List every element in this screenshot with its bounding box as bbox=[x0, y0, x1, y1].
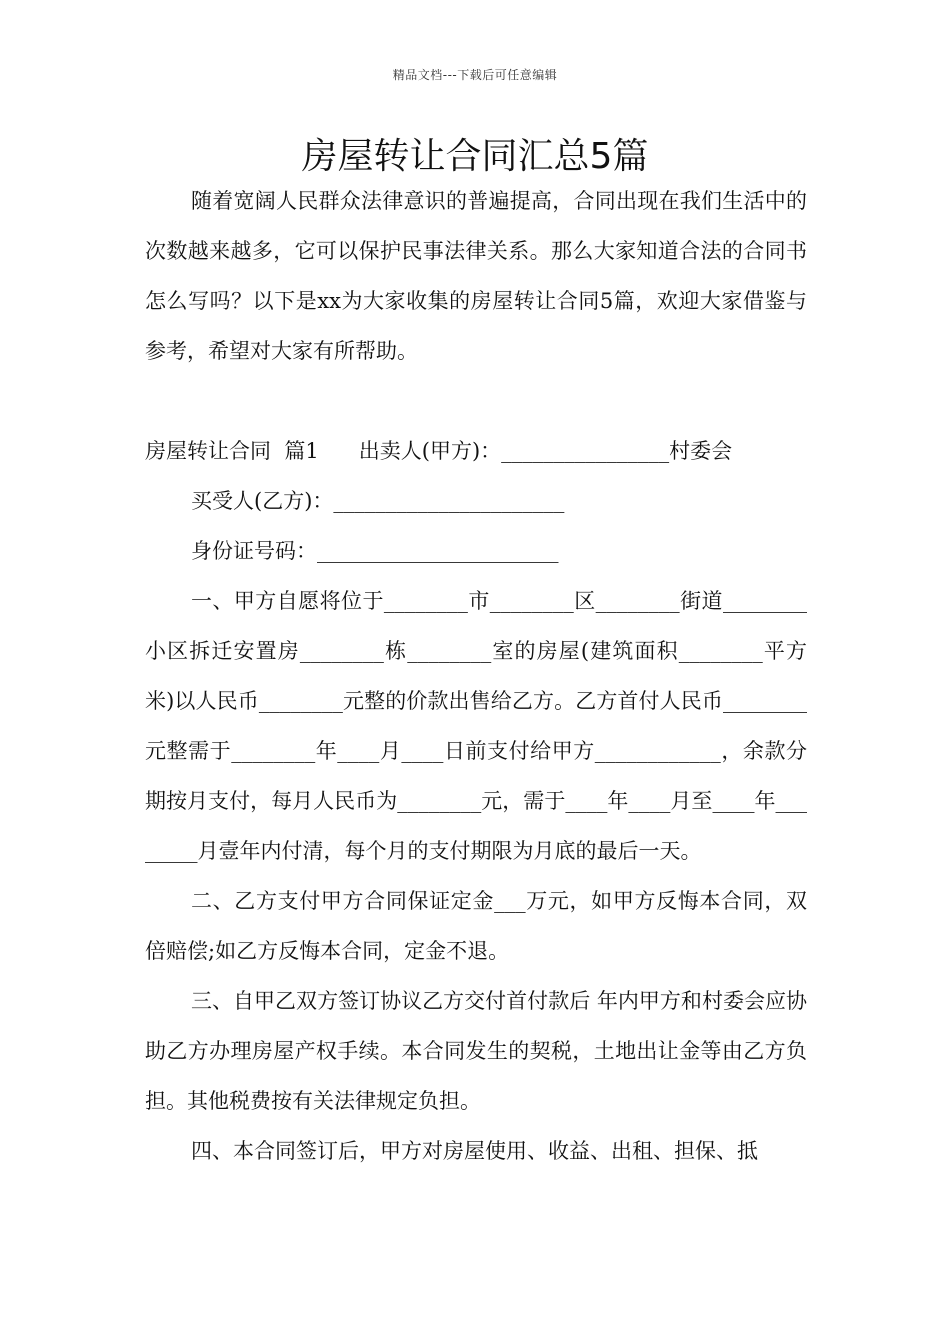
intro-paragraph: 随着宽阔人民群众法律意识的普遍提高，合同出现在我们生活中的次数越来越多，它可以保护民事法律关系。那么大家知道合法的合同书怎么写吗？以下是xx为大家收集的房屋转让合同5篇，欢迎大家借鉴与参考，希望对大家有所帮助。 bbox=[145, 189, 807, 363]
contract-heading-line: 房屋转让合同 篇1 出卖人(甲方)：________________村委会 bbox=[145, 439, 733, 463]
paragraph-spacer bbox=[145, 376, 807, 426]
clause-2: 二、乙方支付甲方合同保证定金___万元，如甲方反悔本合同，双倍赔偿;如乙方反悔本合同，定金不退。 bbox=[145, 889, 807, 963]
document-title: 房屋转让合同汇总5篇 bbox=[301, 136, 649, 177]
document-header-note: 精品文档---下载后可任意编辑 bbox=[392, 68, 558, 82]
clause-3: 三、自甲乙双方签订协议乙方交付首付款后 年内甲方和村委会应协助乙方办理房屋产权手续。本合同发生的契税，土地出让金等由乙方负担。其他税费按有关法律规定负担。 bbox=[145, 989, 807, 1113]
clause-4: 四、本合同签订后，甲方对房屋使用、收益、出租、担保、抵 bbox=[191, 1139, 758, 1163]
clause-1: 一、甲方自愿将位于________市________区________街道________小区拆迁安置房________栋________室的房屋(建筑面积________平方米)以人民币________元整的价款出售给乙方。乙方首付人民币________元整需于________年____月____日前支付给甲方____________，余款分期按月支付，每月人民币为________元，需于____年____月至____年________月壹年内付清，每个月的支付期限为月底的最后一天。 bbox=[145, 589, 807, 863]
id-number-line: 身份证号码：_______________________ bbox=[191, 539, 559, 563]
document-body bbox=[145, 176, 807, 1176]
buyer-line: 买受人(乙方)：______________________ bbox=[191, 489, 565, 513]
